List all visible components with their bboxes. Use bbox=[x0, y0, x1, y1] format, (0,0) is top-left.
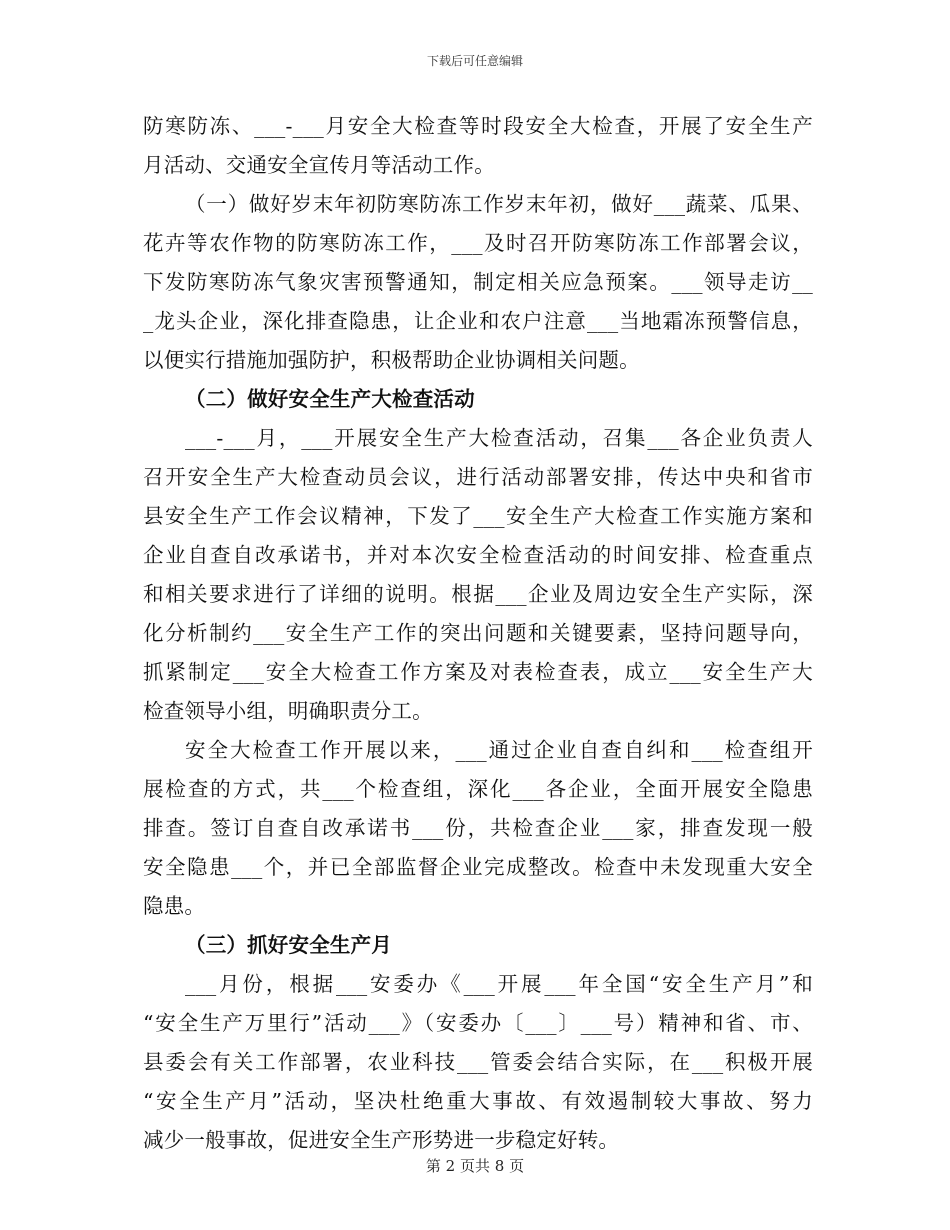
body-line: 检查领导小组，明确职责分工。 bbox=[143, 699, 433, 723]
body-line: 以便实行措施加强防护，积极帮助企业协调相关问题。 bbox=[143, 348, 640, 372]
body-line: 抓紧制定___安全大检查工作方案及对表检查表，成立___安全生产大 bbox=[143, 660, 813, 684]
body-line: 防寒防冻、___-___月安全大检查等时段安全大检查，开展了安全生产 bbox=[143, 114, 813, 138]
body-line: “安全生产万里行”活动___》（安委办〔___〕___号）精神和省、市、 bbox=[143, 1011, 813, 1035]
body-line: 展检查的方式，共___个检查组，深化___各企业，全面开展安全隐患 bbox=[143, 777, 813, 801]
body-line: ___月份，根据___安委办《___开展___年全国“安全生产月”和 bbox=[185, 972, 813, 996]
page-header-note: 下载后可任意编辑 bbox=[426, 54, 523, 68]
body-line: 化分析制约___安全生产工作的突出问题和关键要素，坚持问题导向， bbox=[143, 621, 813, 645]
body-line: “安全生产月”活动，坚决杜绝重大事故、有效遏制较大事故、努力 bbox=[143, 1089, 813, 1113]
body-line: ___-___月，___开展安全生产大检查活动，召集___各企业负责人 bbox=[185, 426, 813, 450]
section-1-paragraph-line: （一）做好岁末年初防寒防冻工作岁末年初，做好___蔬菜、瓜果、 bbox=[185, 192, 813, 216]
body-line: 月活动、交通安全宣传月等活动工作。 bbox=[143, 153, 495, 177]
section-heading-3: （三）抓好安全生产月 bbox=[185, 933, 392, 957]
body-line: 花卉等农作物的防寒防冻工作，___及时召开防寒防冻工作部署会议， bbox=[143, 231, 813, 255]
body-line: _龙头企业，深化排查隐患，让企业和农户注意___当地霜冻预警信息， bbox=[143, 309, 813, 333]
body-line: 企业自查自改承诺书，并对本次安全检查活动的时间安排、检查重点 bbox=[143, 543, 813, 567]
body-line: 县安全生产工作会议精神，下发了___安全生产大检查工作实施方案和 bbox=[143, 504, 813, 528]
page-number: 第 2 页共 8 页 bbox=[425, 1157, 525, 1175]
document-body bbox=[143, 107, 813, 1160]
body-line: 和相关要求进行了详细的说明。根据___企业及周边安全生产实际，深 bbox=[143, 582, 813, 606]
body-line: 减少一般事故，促进安全生产形势进一步稳定好转。 bbox=[143, 1128, 620, 1152]
body-line: 召开安全生产大检查动员会议，进行活动部署安排，传达中央和省市 bbox=[143, 465, 813, 489]
body-line: 排查。签订自查自改承诺书___份，共检查企业___家，排查发现一般 bbox=[143, 816, 813, 840]
body-line: 安全隐患___个，并已全部监督企业完成整改。检查中未发现重大安全 bbox=[143, 855, 813, 879]
body-line: 隐患。 bbox=[143, 894, 206, 918]
body-line: 安全大检查工作开展以来，___通过企业自查自纠和___检查组开 bbox=[185, 738, 813, 762]
body-line: 下发防寒防冻气象灾害预警通知，制定相关应急预案。___领导走访__ bbox=[143, 270, 813, 294]
section-heading-2: （二）做好安全生产大检查活动 bbox=[185, 387, 475, 411]
body-line: 县委会有关工作部署，农业科技___管委会结合实际，在___积极开展 bbox=[143, 1050, 813, 1074]
